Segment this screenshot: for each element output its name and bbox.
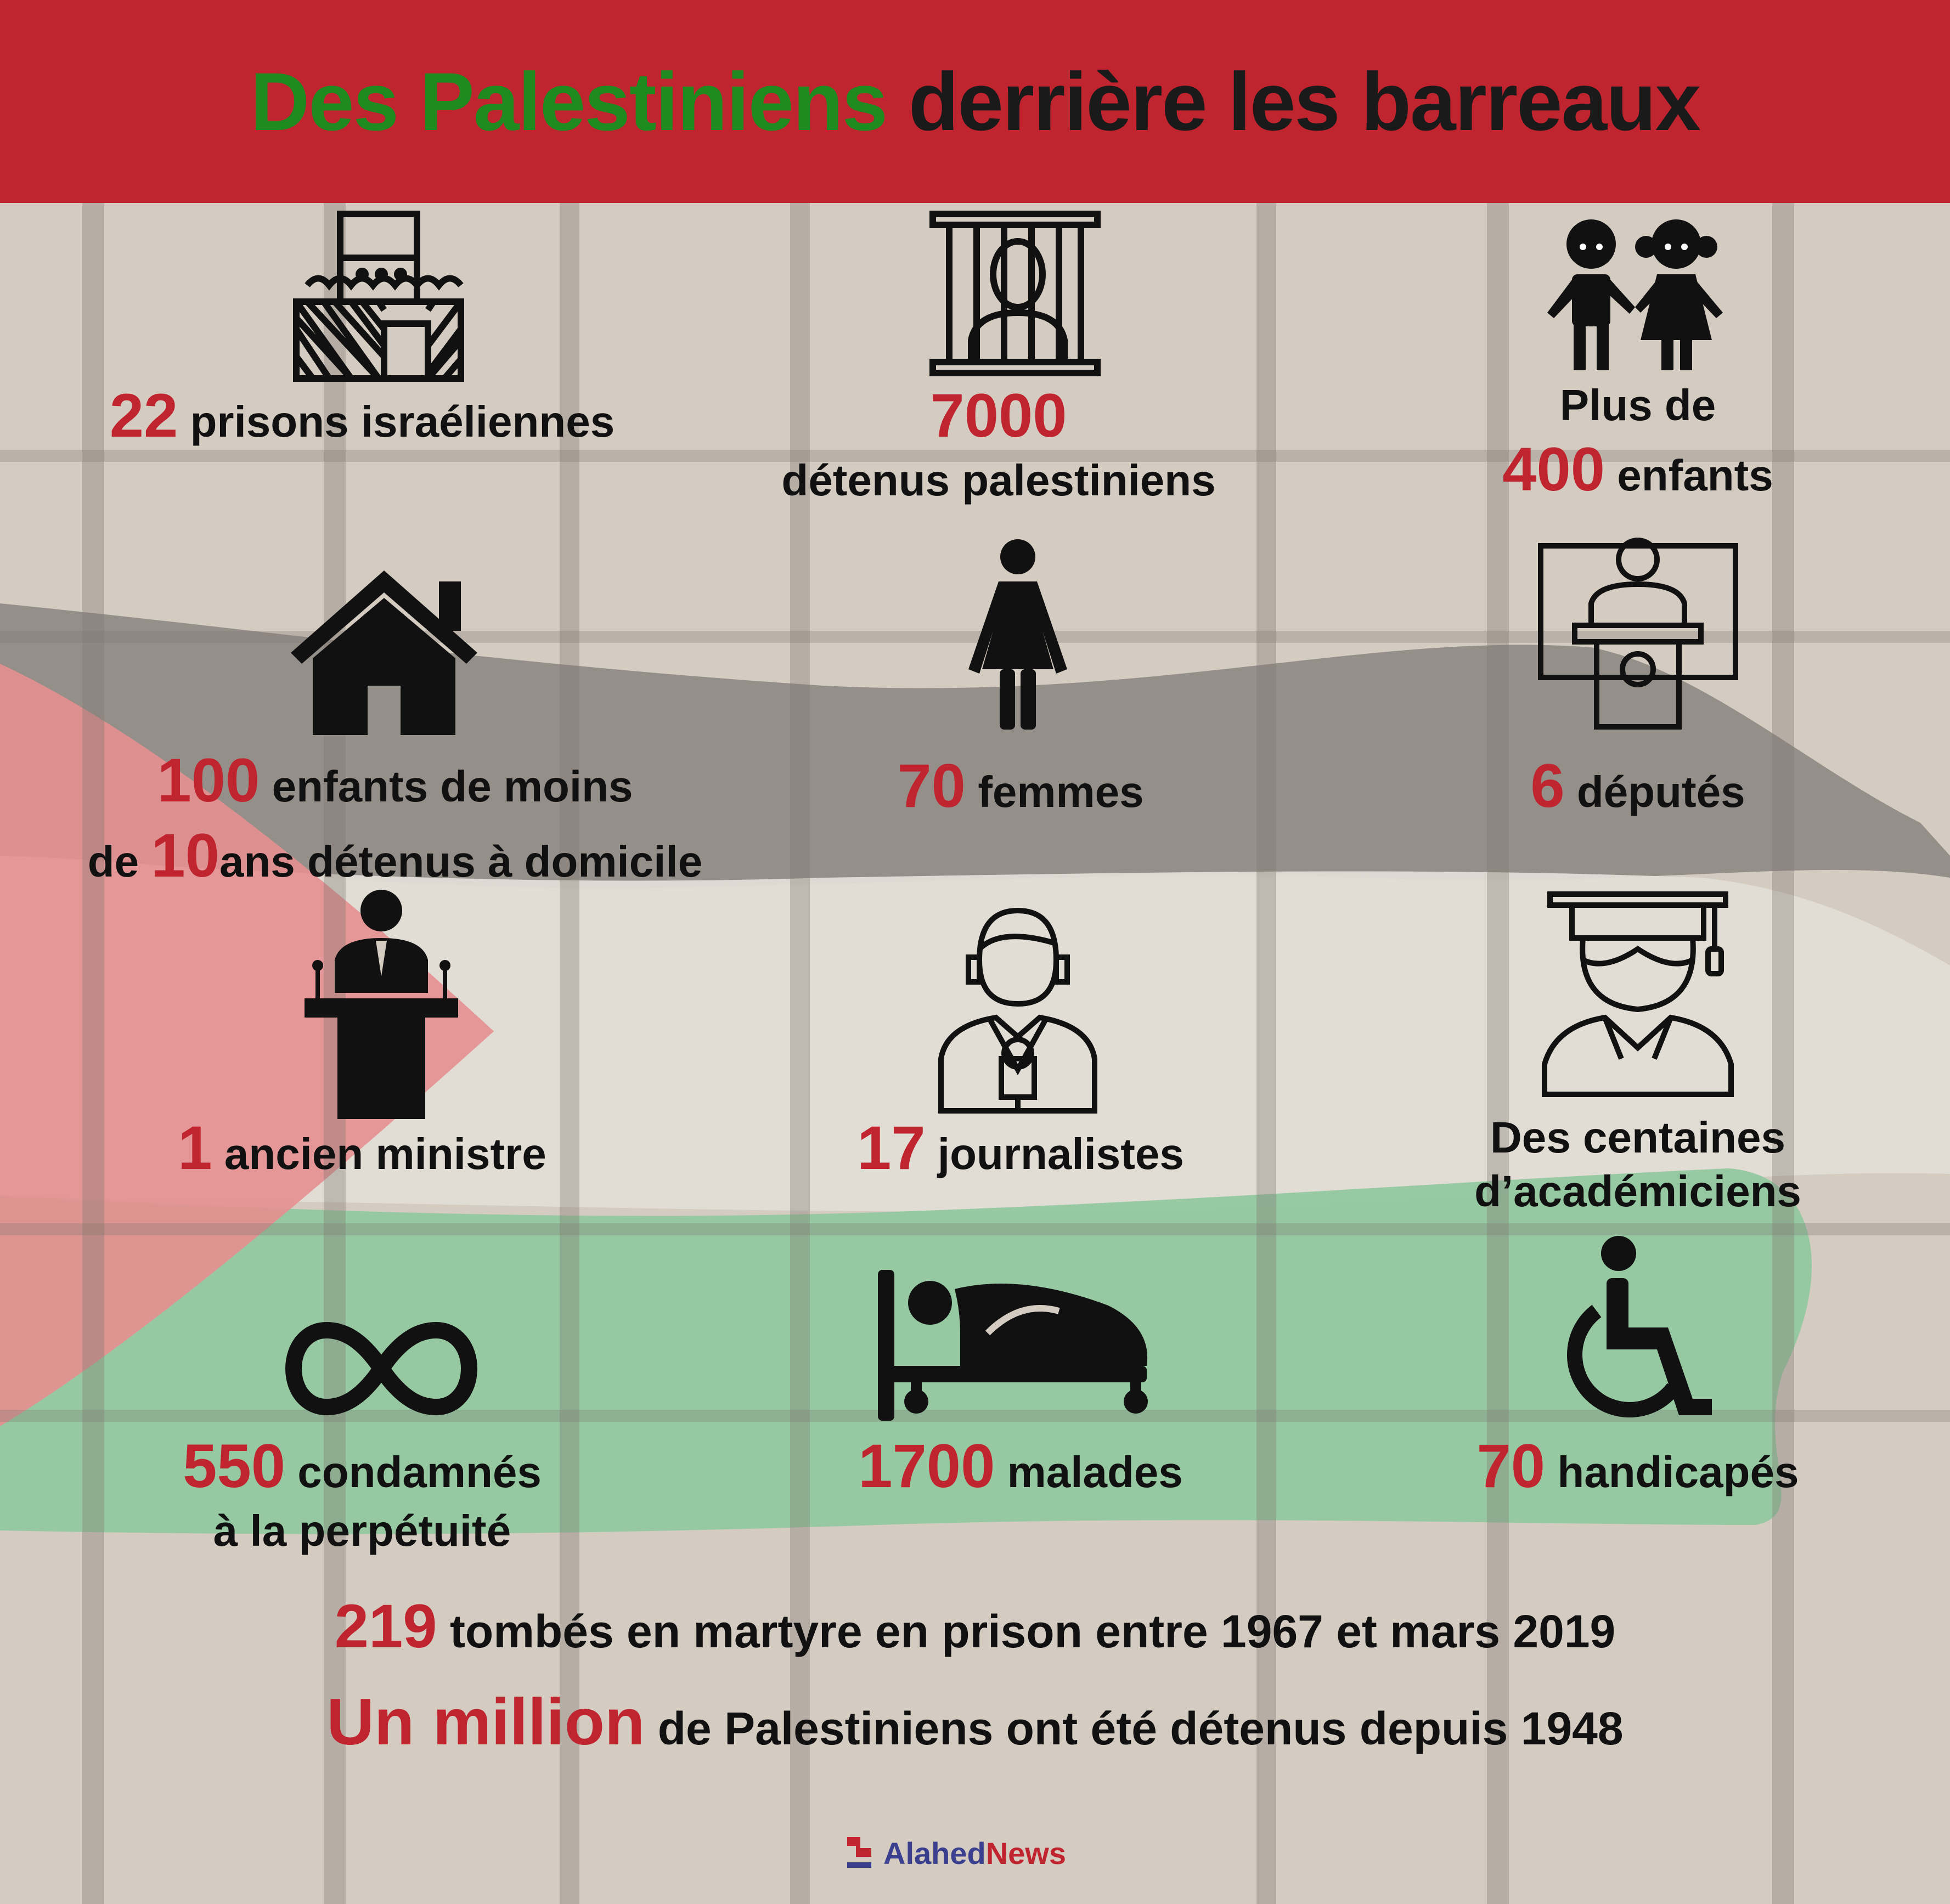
stat-text: Des centaines	[1490, 1113, 1786, 1162]
stat-number: 400	[1502, 434, 1605, 504]
stat-text-2: d’académiciens	[1474, 1166, 1801, 1216]
stat-text-2: ans détenus à domicile	[219, 837, 703, 886]
header-banner	[0, 0, 1950, 203]
stat-pre: Plus de	[1559, 381, 1716, 430]
stat-text: malades	[1007, 1448, 1183, 1496]
wheelchair-icon	[1558, 1234, 1717, 1421]
deputy-podium-icon	[1536, 532, 1739, 730]
stat-academics	[1405, 1111, 1871, 1218]
stat-sick	[768, 1429, 1273, 1504]
stat-text: prisons israéliennes	[190, 397, 615, 446]
stat-number: 1	[178, 1114, 212, 1182]
stat-text: femmes	[978, 767, 1144, 816]
stat-children	[1405, 378, 1871, 507]
house-icon	[285, 560, 483, 735]
children-icon	[1542, 214, 1728, 373]
stat-life-sentences	[44, 1429, 680, 1557]
title-highlight: Des Palestiniens	[250, 55, 887, 148]
martyrs-number: 219	[334, 1592, 437, 1660]
stat-handicapped	[1405, 1429, 1871, 1504]
page-title	[250, 54, 1700, 149]
stat-number: 22	[109, 381, 178, 450]
stat-detainees	[724, 378, 1273, 507]
logo-text-alahed: Alahed	[883, 1835, 986, 1871]
stat-minister	[44, 1111, 680, 1186]
stat-text: enfants de moins	[272, 762, 633, 811]
stat-number: 1700	[858, 1432, 995, 1500]
logo-text-news: News	[985, 1835, 1066, 1871]
stat-text: députés	[1576, 767, 1745, 816]
stat-pre: de	[87, 837, 139, 886]
journalist-icon	[935, 894, 1100, 1114]
logo-mark-icon	[845, 1835, 873, 1871]
stat-house-arrest	[11, 743, 779, 893]
stat-prisons	[44, 378, 680, 454]
stat-number: 6	[1530, 752, 1565, 820]
stat-deputies	[1405, 749, 1871, 824]
woman-icon	[966, 538, 1070, 730]
stat-text: condamnés	[297, 1448, 542, 1496]
stat-text-2: à la perpétuité	[213, 1506, 511, 1555]
stat-number: 100	[157, 746, 260, 815]
title-rest: derrière les barreaux	[908, 55, 1700, 148]
stat-number: 550	[183, 1432, 286, 1500]
stat-journalists	[768, 1111, 1273, 1186]
sick-bed-icon	[878, 1267, 1163, 1421]
stat-number: 17	[857, 1114, 926, 1182]
million-line	[0, 1684, 1950, 1760]
stat-text: détenus palestiniens	[781, 455, 1216, 505]
stat-text: ancien ministre	[224, 1129, 546, 1178]
martyrs-text: tombés en martyre en prison entre 1967 et mars 2019	[449, 1606, 1616, 1657]
stat-text: enfants	[1617, 450, 1773, 500]
million-text: de Palestiniens ont été détenus depuis 1948	[657, 1703, 1624, 1754]
academic-icon	[1539, 889, 1737, 1097]
alahed-news-logo	[845, 1835, 1066, 1871]
million-number: Un million	[326, 1685, 645, 1759]
minister-podium-icon	[302, 889, 461, 1119]
stat-number: 7000	[930, 381, 1067, 450]
stat-number-2: 10	[151, 821, 219, 890]
stat-number: 70	[1476, 1432, 1546, 1500]
stat-text: journalistes	[937, 1129, 1184, 1178]
prisoner-behind-bars-icon	[927, 208, 1103, 378]
prison-building-icon	[285, 208, 472, 384]
stat-women	[768, 749, 1273, 824]
stat-number: 70	[897, 752, 966, 820]
infinity-icon	[285, 1317, 477, 1421]
stat-text: handicapés	[1557, 1448, 1799, 1496]
martyrs-line	[0, 1591, 1950, 1662]
